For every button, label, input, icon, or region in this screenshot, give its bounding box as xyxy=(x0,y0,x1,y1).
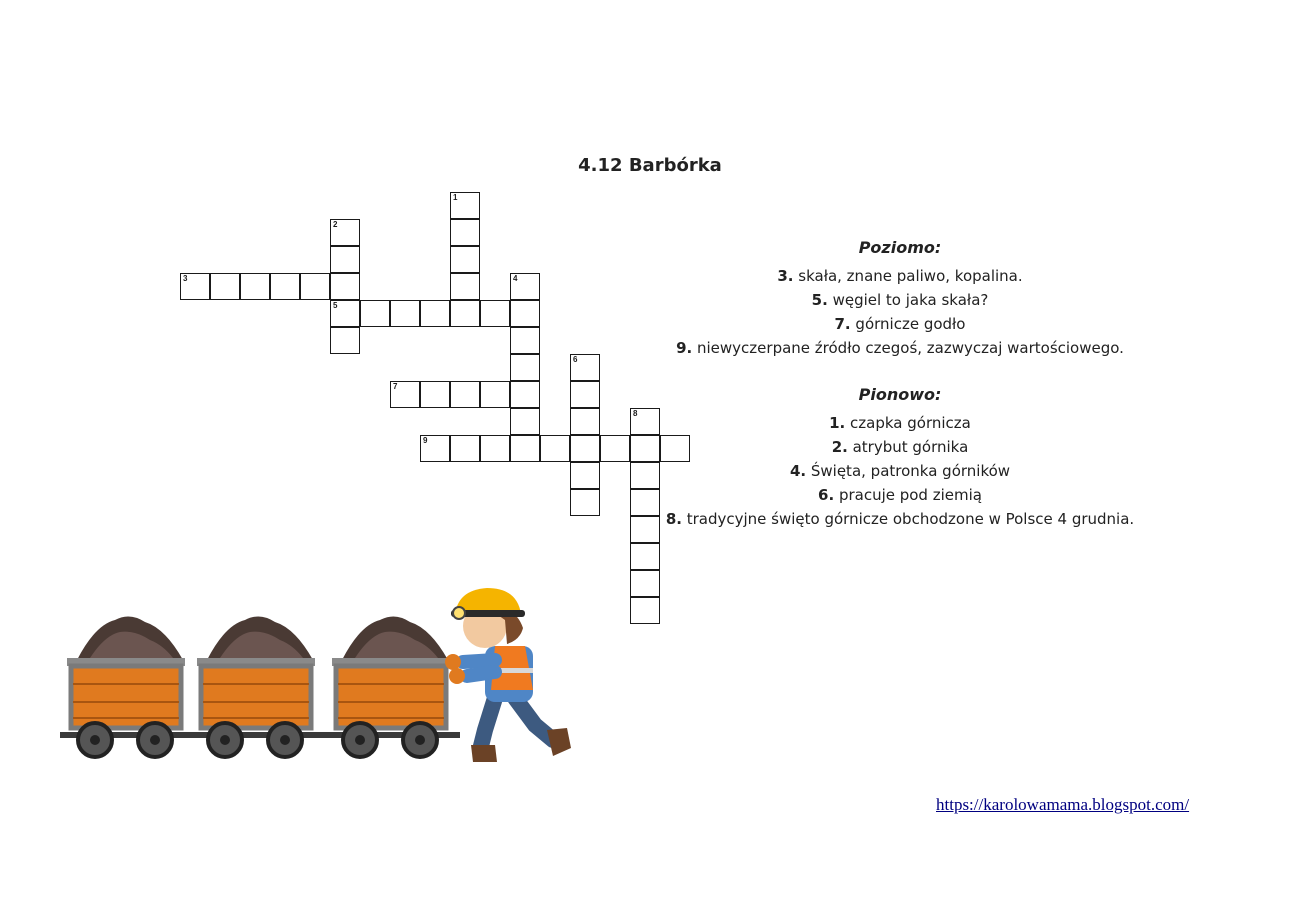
crossword-cell[interactable] xyxy=(210,273,240,300)
crossword-cell[interactable] xyxy=(180,273,210,300)
crossword-cell[interactable] xyxy=(360,300,390,327)
crossword-cell[interactable] xyxy=(330,327,360,354)
crossword-cell[interactable] xyxy=(300,273,330,300)
crossword-cell[interactable] xyxy=(570,381,600,408)
blog-link[interactable]: https://karolowamama.blogspot.com/ xyxy=(936,795,1190,814)
crossword-cell[interactable] xyxy=(570,354,600,381)
miner-pushing-coal-carts-illustration xyxy=(55,580,580,775)
crossword-cell[interactable] xyxy=(450,246,480,273)
crossword-cell[interactable] xyxy=(630,462,660,489)
crossword-cell[interactable] xyxy=(450,192,480,219)
crossword-cell[interactable] xyxy=(450,435,480,462)
cell-number: 2 xyxy=(333,220,338,229)
crossword-cell[interactable] xyxy=(240,273,270,300)
crossword-cell[interactable] xyxy=(420,300,450,327)
clue-down: 4. Święta, patronka górników xyxy=(789,462,1011,480)
crossword-cell[interactable] xyxy=(570,489,600,516)
crossword-cell[interactable] xyxy=(570,408,600,435)
page-title: 4.12 Barbórka xyxy=(578,155,722,176)
crossword-cell[interactable] xyxy=(450,273,480,300)
clue-across: 7. górnicze godło xyxy=(834,315,966,333)
crossword-cell[interactable] xyxy=(570,462,600,489)
crossword-cell[interactable] xyxy=(600,435,630,462)
clues-panel xyxy=(660,238,1140,531)
crossword-cell[interactable] xyxy=(450,381,480,408)
crossword-cell[interactable] xyxy=(330,300,360,327)
crossword-cell[interactable] xyxy=(480,435,510,462)
across-heading: Poziomo: xyxy=(858,238,942,257)
crossword-cell[interactable] xyxy=(420,435,450,462)
crossword-cell[interactable] xyxy=(630,543,660,570)
cell-number: 8 xyxy=(633,409,638,418)
crossword-cell[interactable] xyxy=(330,219,360,246)
clue-across: 9. niewyczerpane źródło czegoś, zazwyczaj wartościowego. xyxy=(676,339,1124,357)
cell-number: 1 xyxy=(453,193,458,202)
crossword-cell[interactable] xyxy=(510,354,540,381)
down-heading: Pionowo: xyxy=(858,385,942,404)
crossword-cell[interactable] xyxy=(270,273,300,300)
crossword-cell[interactable] xyxy=(630,597,660,624)
crossword-cell[interactable] xyxy=(480,300,510,327)
clue-across: 5. węgiel to jaka skała? xyxy=(811,291,989,309)
cell-number: 5 xyxy=(333,301,338,310)
rail xyxy=(60,732,460,738)
cell-number: 6 xyxy=(573,355,578,364)
crossword-cell[interactable] xyxy=(450,300,480,327)
crossword-cell[interactable] xyxy=(330,246,360,273)
crossword-cell[interactable] xyxy=(630,435,660,462)
crossword-cell[interactable] xyxy=(510,408,540,435)
crossword-cell[interactable] xyxy=(630,516,660,543)
crossword-cell[interactable] xyxy=(630,489,660,516)
crossword-cell[interactable] xyxy=(390,381,420,408)
cell-number: 9 xyxy=(423,436,428,445)
miner-figure xyxy=(445,588,571,762)
crossword-cell[interactable] xyxy=(630,408,660,435)
clue-down: 1. czapka górnicza xyxy=(829,414,971,432)
crossword-cell[interactable] xyxy=(510,327,540,354)
clue-down: 2. atrybut górnika xyxy=(831,438,969,456)
crossword-cell[interactable] xyxy=(510,381,540,408)
crossword-cell[interactable] xyxy=(570,435,600,462)
crossword-cell[interactable] xyxy=(510,435,540,462)
clue-down: 6. pracuje pod ziemią xyxy=(818,486,982,504)
cell-number: 7 xyxy=(393,382,398,391)
crossword-cell[interactable] xyxy=(540,435,570,462)
crossword-cell[interactable] xyxy=(480,381,510,408)
crossword-cell[interactable] xyxy=(420,381,450,408)
crossword-cell[interactable] xyxy=(510,273,540,300)
cell-number: 4 xyxy=(513,274,518,283)
crossword-cell[interactable] xyxy=(390,300,420,327)
crossword-cell[interactable] xyxy=(510,300,540,327)
clue-down: 8. tradycyjne święto górnicze obchodzone w Polsce 4 grudnia. xyxy=(665,510,1135,528)
crossword-cell[interactable] xyxy=(450,219,480,246)
cell-number: 3 xyxy=(183,274,188,283)
crossword-cell[interactable] xyxy=(630,570,660,597)
crossword-cell[interactable] xyxy=(330,273,360,300)
clue-across: 3. skała, znane paliwo, kopalina. xyxy=(777,267,1023,285)
